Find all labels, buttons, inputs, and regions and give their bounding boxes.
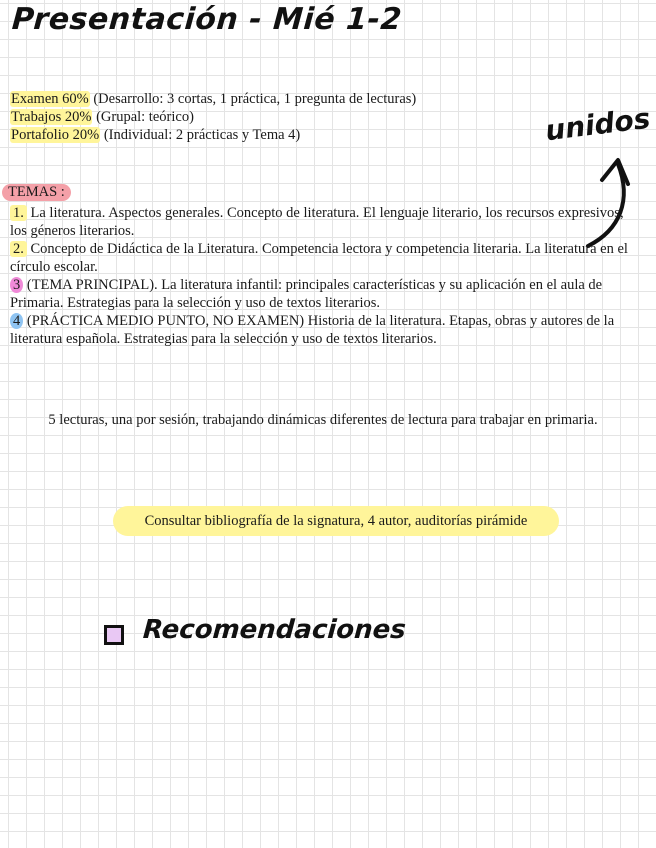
topic-text: (TEMA PRINCIPAL). La literatura infantil: principales características y su aplicación en el aula de Primaria. Estrategias para la selección y uso de textos literarios.: [10, 277, 603, 311]
grading-item-trabajos: [10, 108, 416, 126]
grading-list: [10, 90, 416, 144]
topic-item: [10, 276, 635, 312]
grading-key: Trabajos 20%: [11, 109, 92, 125]
topic-number: 1.: [10, 205, 27, 221]
grading-key: Portafolio 20%: [11, 127, 100, 143]
topic-item: [10, 204, 635, 240]
grading-item-portafolio: [10, 126, 416, 144]
topic-item: [10, 312, 635, 348]
temas-label: TEMAS :: [2, 184, 71, 201]
grading-detail: (Grupal: teórico): [92, 109, 194, 125]
grading-key: Examen 60%: [11, 91, 89, 107]
grading-detail: (Individual: 2 prácticas y Tema 4): [100, 127, 301, 143]
grading-detail: (Desarrollo: 3 cortas, 1 práctica, 1 pregunta de lecturas): [89, 91, 417, 107]
recommendations-checkbox[interactable]: [104, 625, 124, 645]
lecturas-note: 5 lecturas, una por sesión, trabajando dinámicas diferentes de lectura para trabajar en primaria.: [48, 412, 598, 428]
topic-number: 3: [10, 277, 23, 293]
topic-text: La literatura. Aspectos generales. Concepto de literatura. El lenguaje literario, los recursos expresivos, los géneros literarios.: [10, 205, 624, 239]
topic-number: 4: [10, 313, 23, 329]
topic-text: Concepto de Didáctica de la Literatura. Competencia lectora y competencia literaria. La literatura en el círculo escolar.: [10, 241, 628, 275]
page-title: Presentación - Mié 1-2: [10, 2, 404, 37]
handwritten-annotation: unidos: [543, 101, 653, 148]
topic-list: [10, 204, 635, 348]
topic-number: 2.: [10, 241, 27, 257]
bibliography-note: Consultar bibliografía de la signatura, 4 autor, auditorías pirámide: [113, 506, 559, 536]
topic-item: [10, 240, 635, 276]
recommendations-heading: Recomendaciones: [141, 615, 407, 645]
topic-text: (PRÁCTICA MEDIO PUNTO, NO EXAMEN) Historia de la literatura. Etapas, obras y autores de la literatura española. Estrategias para la selección y uso de textos literarios.: [10, 313, 615, 347]
grading-item-exam: [10, 90, 416, 108]
